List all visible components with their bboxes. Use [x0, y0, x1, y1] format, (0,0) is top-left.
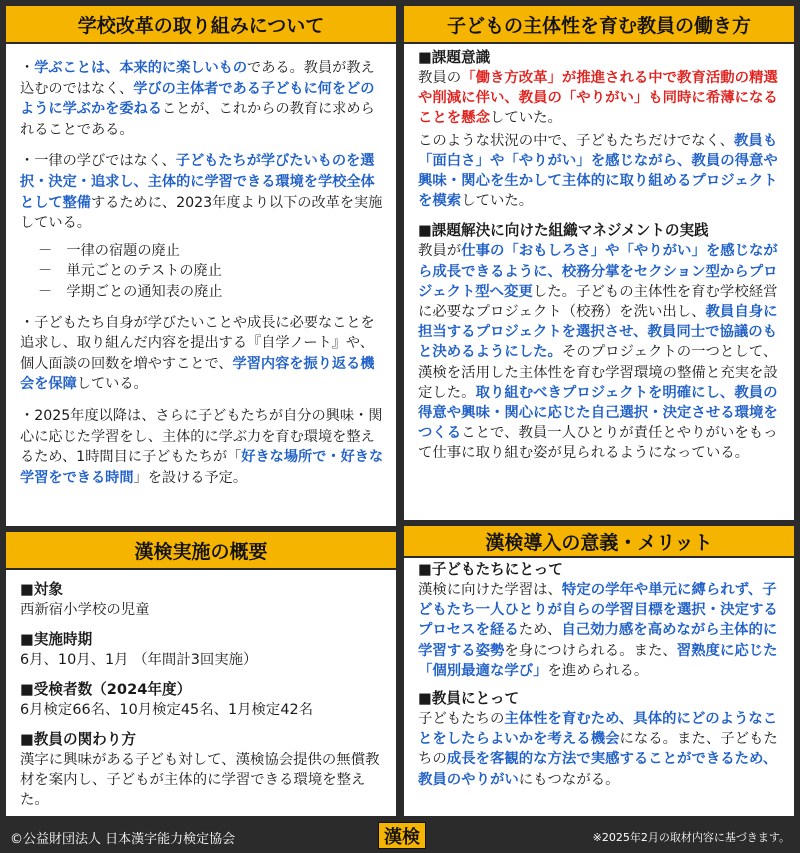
panel-school-reform	[6, 6, 396, 526]
text: である。教員が教え込むのではなく、	[20, 60, 375, 97]
section-teacher-role	[20, 730, 384, 810]
section-text: 漢字に興味がある子ども対して、漢検協会提供の無償教材を案内し、子どもが主体的に学習できる環境を整えた。	[20, 752, 380, 808]
section-heading: ■教員にとって	[418, 690, 520, 708]
section-heading: ■子どもたちにとって	[418, 561, 563, 578]
list-item: － 学期ごとの通知表の廃止	[38, 282, 384, 303]
bullet: ・	[20, 60, 35, 76]
section-heading: ■実施時期	[20, 631, 93, 648]
highlight: 自己効力感を高めながら主体的に学習する姿勢	[418, 622, 778, 659]
text: 漢検に向けた学習は、	[418, 582, 562, 598]
text: 子どもたちの	[418, 711, 505, 728]
text: ・2025年度以降は、さらに子どもたちが自分の興味・関心に応じた学習をし、主体的に学ぶ力を育む環境を整えるため、1時間目に子どもたちが「	[20, 407, 383, 466]
text: 」を設ける予定。	[133, 469, 248, 486]
panel-title: 学校改革の取り組みについて	[6, 6, 396, 44]
panel-title: 漢検導入の意義・メリット	[404, 526, 794, 558]
text: にもつながる。	[518, 771, 620, 788]
highlight: 教員も「面白さ」や「やりがい」を感じながら、教員の得意や興味・関心を生かして主体的に取り組めるプロジェクトを模索	[418, 132, 778, 210]
reform-list	[38, 241, 384, 303]
paragraph-exploration	[418, 131, 786, 212]
text: ため、	[518, 622, 562, 639]
text: ・一律の学びではなく、	[20, 153, 176, 170]
section-heading: ■対象	[20, 581, 63, 598]
text: するために、2023年度より以下の改革を実施している。	[20, 194, 383, 232]
paragraph-reform-intro	[20, 151, 384, 233]
text: を身につけられる。また、	[504, 642, 677, 659]
copyright: ©公益財団法人 日本漢字能力検定協会	[10, 832, 236, 847]
text: 教員が	[418, 243, 462, 260]
text: 教員の	[418, 70, 462, 86]
panel-kanken-merits	[404, 526, 794, 816]
kanken-logo: 漢検	[378, 822, 426, 849]
list-item: － 一律の宿題の廃止	[38, 241, 384, 262]
highlight: 取り組むべきプロジェクトを明確にし、教員の得意や興味・関心に応じた自己選択・決定させる環境をつくる	[418, 384, 778, 442]
highlight: 特定の学年や単元に縛られず、子どもたち一人ひとりが自らの学習目標を選択・決定するプロセスを経る	[418, 582, 778, 639]
paragraph-joy-of-learning	[20, 58, 384, 140]
section-examinees	[20, 680, 384, 720]
panel-title: 漢検実施の概要	[6, 532, 396, 570]
text: している。	[76, 376, 148, 393]
section-heading: ■課題解決に向けた組織マネジメントの実践	[418, 222, 709, 240]
highlight: 学習内容を振り返る機会を保障	[20, 355, 375, 393]
highlight: 子どもたちが学びたいものを選択・決定・追求し、主体的に学習できる環境を学校全体として整備	[20, 153, 375, 211]
section-schedule	[20, 630, 384, 670]
panel-kanken-overview	[6, 532, 396, 816]
highlight: 仕事の「おもしろさ」や「やりがい」を感じながら成長できるように、校務分掌をセクション型からプロジェクト型へ変更	[418, 243, 778, 300]
highlight: 習熟度に応じた「個別最適な学び」	[418, 642, 778, 679]
text: を進められる。	[547, 662, 649, 679]
paragraph-for-children	[418, 580, 786, 681]
section-heading: ■課題意識	[418, 49, 491, 66]
paragraph-concern	[418, 68, 786, 129]
paragraph-for-teachers	[418, 709, 786, 790]
highlight: 教員自身に担当するプロジェクトを選択させ、教員同士で協議のもと決めるようにした。	[418, 304, 778, 361]
panel-teacher-workstyle	[404, 6, 794, 520]
highlight: 主体性を育むため、具体的にどのようなことをしたらよいかを考える機会	[418, 711, 778, 748]
text: ことが、これからの教育に求められることである。	[20, 101, 375, 138]
paragraph-self-study	[20, 313, 384, 395]
list-item: － 単元ごとのテストの廃止	[38, 261, 384, 282]
text: していた。	[461, 193, 534, 210]
text: していた。	[489, 110, 562, 127]
highlight: 成長を客観的な方法で実感することができるため、教員のやりがい	[418, 751, 778, 788]
section-heading: ■教員の関わり方	[20, 731, 136, 748]
section-text: 西新宿小学校の児童	[20, 602, 150, 618]
text: ・子どもたち自身が学びたいことや成長に必要なことを追求し、取り組んだ内容を提出する『自学ノート』や、個人面談の回数を増やすことで、	[20, 314, 375, 372]
footnote: ※2025年2月の取材内容に基づきます。	[592, 831, 790, 844]
text: した。子どもの主体性を育む学校経営に必要なプロジェクト（校務）を洗い出し、	[418, 283, 778, 321]
panel-title: 子どもの主体性を育む教員の働き方	[404, 6, 794, 44]
text: ことで、教員一人ひとりが責任とやりがいをもって仕事に取り組む姿が見られるようになっている。	[418, 425, 778, 462]
section-target	[20, 580, 384, 620]
footer	[0, 820, 800, 853]
text: そのプロジェクトの一つとして、漢検を活用した主体性を育む学習環境の整備と充実を設定した。	[418, 344, 778, 401]
highlight-red: 「働き方改革」が推進される中で教育活動の精選や削減に伴い、教員の「やりがい」も同時に希薄になることを懸念	[418, 70, 778, 127]
text: このような状況の中で、子どもたちだけでなく、	[418, 132, 735, 149]
text: になる。また、子どもたちの	[418, 731, 778, 768]
highlight: 学びの主体者である子どもに何をどのように学ぶかを委ねる	[20, 80, 375, 118]
highlight: 学ぶことは、本来的に楽しいもの	[34, 60, 248, 76]
paragraph-management	[418, 241, 786, 463]
highlight: 好きな場所で・好きな学習をできる時間	[20, 449, 384, 486]
section-heading: ■受検者数（2024年度）	[20, 681, 192, 698]
section-text: 6月検定66名、10月検定45名、1月検定42名	[20, 702, 314, 718]
section-text: 6月、10月、1月 （年間計3回実施）	[20, 652, 258, 668]
paragraph-2025-plan	[20, 406, 384, 488]
